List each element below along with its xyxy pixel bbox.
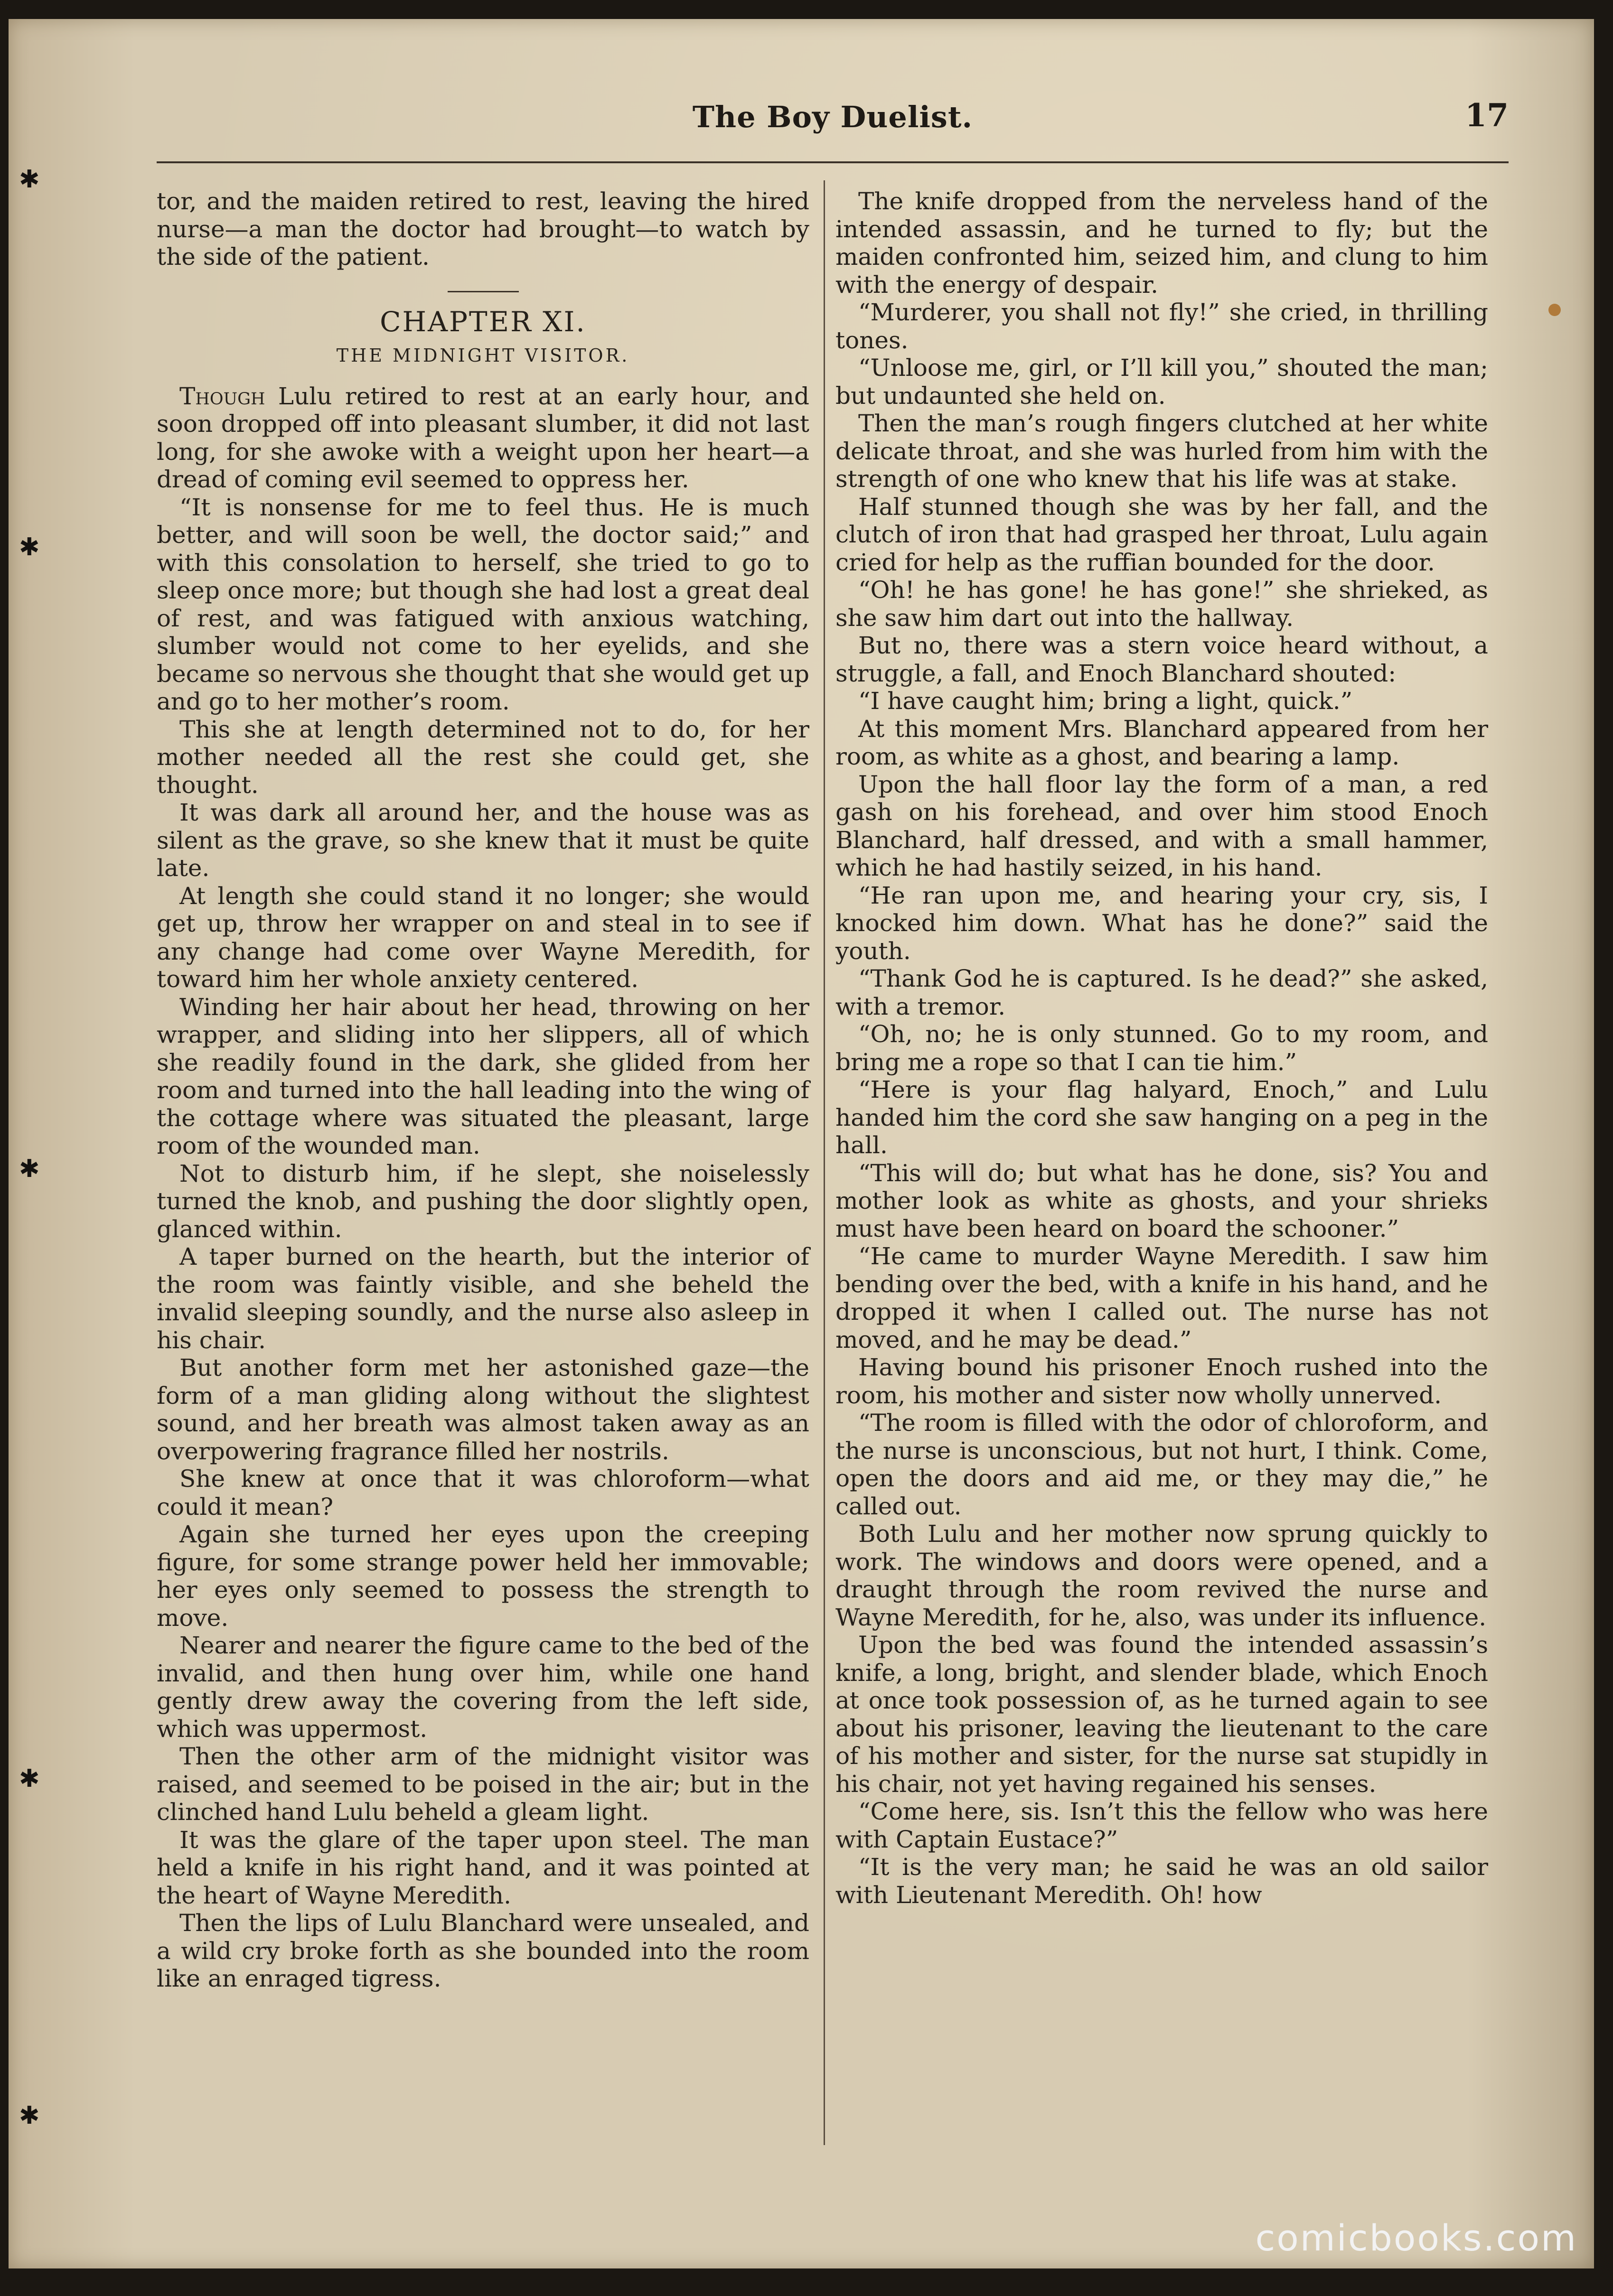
opening-word: Though bbox=[179, 382, 265, 410]
paragraph: “This will do; but what has he done, sis? You and mother look as white as ghosts, and your shrieks must have been heard on board the schooner.” bbox=[835, 1159, 1488, 1242]
paragraph: Upon the bed was found the intended assassin’s knife, a long, bright, and slender blade, which Enoch at once took possession of, as he turned again to see about his prisoner, leaving the lieutenant to the care of his mother and sister, for the nurse sat stupidly in his chair, not yet having regained his senses. bbox=[835, 1631, 1488, 1798]
paragraph: But no, there was a stern voice heard without, a struggle, a fall, and Enoch Blanchard shouted: bbox=[835, 632, 1488, 687]
paragraph: Winding her hair about her head, throwing on her wrapper, and sliding into her slippers, all of which she readily found in the dark, she glided from her room and turned into the hall leading into the wing of the cottage where was situated the pleasant, large room of the wounded man. bbox=[157, 993, 809, 1159]
paragraph: The knife dropped from the nerveless hand of the intended assassin, and he turned to fly; but the maiden confronted him, seized him, and clung to him with the energy of despair. bbox=[835, 187, 1488, 299]
paragraph: “Come here, sis. Isn’t this the fellow who was here with Captain Eustace?” bbox=[835, 1798, 1488, 1853]
paragraph: It was the glare of the taper upon steel. The man held a knife in his right hand, and it was pointed at the heart of Wayne Meredith. bbox=[157, 1826, 809, 1909]
paragraph: Then the other arm of the midnight visitor was raised, and seemed to be poised in the air; but in the clinched hand Lulu beheld a gleam light. bbox=[157, 1743, 809, 1826]
paragraph: This she at length determined not to do, for her mother needed all the rest she could get, she thought. bbox=[157, 715, 809, 799]
paragraph: A taper burned on the hearth, but the interior of the room was faintly visible, and she beheld the invalid sleeping soundly, and the nurse also asleep in his chair. bbox=[157, 1243, 809, 1354]
paragraph: It was dark all around her, and the house was as silent as the grave, so she knew that it must be quite late. bbox=[157, 799, 809, 882]
paragraph: Then the man’s rough fingers clutched at her white delicate throat, and she was hurled from him with the strength of one who knew that his life was at stake. bbox=[835, 410, 1488, 493]
chapter-rule bbox=[448, 291, 519, 292]
page-header bbox=[157, 90, 1509, 142]
chapter-heading-block bbox=[157, 291, 809, 372]
paragraph: “Here is your flag halyard, Enoch,” and Lulu handed him the cord she saw hanging on a peg in the hall. bbox=[835, 1076, 1488, 1159]
paragraph: “I have caught him; bring a light, quick.” bbox=[858, 687, 1353, 715]
paragraph: “Oh! he has gone! he has gone!” she shrieked, as she saw him dart out into the hallway. bbox=[835, 576, 1488, 632]
paragraph: “The room is filled with the odor of chloroform, and the nurse is unconscious, but not hurt, I think. Come, open the doors and aid me, or they may die,” he called out. bbox=[835, 1409, 1488, 1520]
chapter-heading: CHAPTER XI. bbox=[380, 305, 586, 338]
paragraph: Again she turned her eyes upon the creeping figure, for some strange power held her immovable; her eyes only seemed to possess the strength to move. bbox=[157, 1521, 809, 1632]
running-title: The Boy Duelist. bbox=[692, 100, 973, 134]
paragraph: At length she could stand it no longer; she would get up, throw her wrapper on and steal in to see if any change had come over Wayne Meredith, for toward him her whole anxiety centered. bbox=[157, 882, 809, 993]
binding-tack-mark: ✱ bbox=[19, 2101, 40, 2130]
paragraph: tor, and the maiden retired to rest, leaving the hired nurse—a man the doctor had brought—to watch by the side of the patient. bbox=[157, 187, 809, 271]
paragraph: “Thank God he is captured. Is he dead?” she asked, with a tremor. bbox=[835, 965, 1488, 1020]
right-column bbox=[835, 187, 1488, 1909]
paragraph: Both Lulu and her mother now sprung quickly to work. The windows and doors were opened, and a draught through the room revived the nurse and Wayne Meredith, for he, also, was under its influence. bbox=[835, 1520, 1488, 1631]
page-number: 17 bbox=[1465, 97, 1509, 134]
paragraph: “He ran upon me, and hearing your cry, sis, I knocked him down. What has he done?” said the youth. bbox=[835, 881, 1488, 965]
paragraph: Half stunned though she was by her fall, and the clutch of iron that had grasped her throat, Lulu again cried for help as the ruffian bounded for the door. bbox=[835, 493, 1488, 576]
page-stain bbox=[1548, 304, 1561, 316]
paragraph: Having bound his prisoner Enoch rushed into the room, his mother and sister now wholly unnerved. bbox=[835, 1353, 1488, 1409]
paragraph: At this moment Mrs. Blanchard appeared from her room, as white as a ghost, and bearing a lamp. bbox=[835, 715, 1488, 770]
binding-tack-mark: ✱ bbox=[19, 1764, 40, 1793]
column-divider bbox=[824, 180, 825, 2145]
paragraph: “Unloose me, girl, or I’ll kill you,” shouted the man; but undaunted she held on. bbox=[835, 354, 1488, 410]
chapter-subtitle: THE MIDNIGHT VISITOR. bbox=[336, 345, 630, 366]
paragraph: “Oh, no; he is only stunned. Go to my room, and bring me a rope so that I can tie him.” bbox=[835, 1020, 1488, 1076]
paragraph: Nearer and nearer the figure came to the bed of the invalid, and then hung over him, while one hand gently drew away the covering from the left side, which was uppermost. bbox=[157, 1632, 809, 1743]
paragraph bbox=[157, 383, 809, 494]
paragraph: “He came to murder Wayne Meredith. I saw him bending over the bed, with a knife in his hand, and he dropped it when I called out. The nurse has not moved, and he may be dead.” bbox=[835, 1242, 1488, 1353]
site-watermark: comicbooks.com bbox=[1255, 2217, 1577, 2259]
header-rule bbox=[157, 161, 1509, 163]
paragraph: “It is nonsense for me to feel thus. He is much better, and will soon be well, the doctor said;” and with this consolation to herself, she tried to go to sleep once more; but though she had lost a great deal of rest, and was fatigued with anxious watching, slumber would not come to her eyelids, and she became so nervous she thought that she would get up and go to her mother’s room. bbox=[157, 493, 809, 715]
paragraph: “Murderer, you shall not fly!” she cried, in thrilling tones. bbox=[835, 299, 1488, 354]
binding-tack-mark: ✱ bbox=[19, 165, 40, 194]
paragraph: “It is the very man; he said he was an old sailor with Lieutenant Meredith. Oh! how bbox=[835, 1853, 1488, 1909]
binding-tack-mark: ✱ bbox=[19, 1155, 40, 1183]
paragraph: She knew at once that it was chloroform—what could it mean? bbox=[157, 1465, 809, 1521]
paragraph: Not to disturb him, if he slept, she noiselessly turned the knob, and pushing the door slightly open, glanced within. bbox=[157, 1159, 809, 1243]
paragraph: Upon the hall floor lay the form of a man, a red gash on his forehead, and over him stood Enoch Blanchard, half dressed, and with a small hammer, which he had hastily seized, in his hand. bbox=[835, 770, 1488, 881]
binding-tack-mark: ✱ bbox=[19, 533, 40, 561]
paragraph: Then the lips of Lulu Blanchard were unsealed, and a wild cry broke forth as she bounded into the room like an enraged tigress. bbox=[157, 1909, 809, 1992]
paragraph: But another form met her astonished gaze—the form of a man gliding along without the slightest sound, and her breath was almost taken away as an overpowering fragrance filled her nostrils. bbox=[157, 1354, 809, 1465]
paragraph-text: Lulu retired to rest at an early hour, and soon dropped off into pleasant slumber, it did not last long, for she awoke with a weight upon her heart—a dread of coming evil seemed to oppress her. bbox=[157, 382, 809, 493]
left-column bbox=[157, 187, 809, 1993]
